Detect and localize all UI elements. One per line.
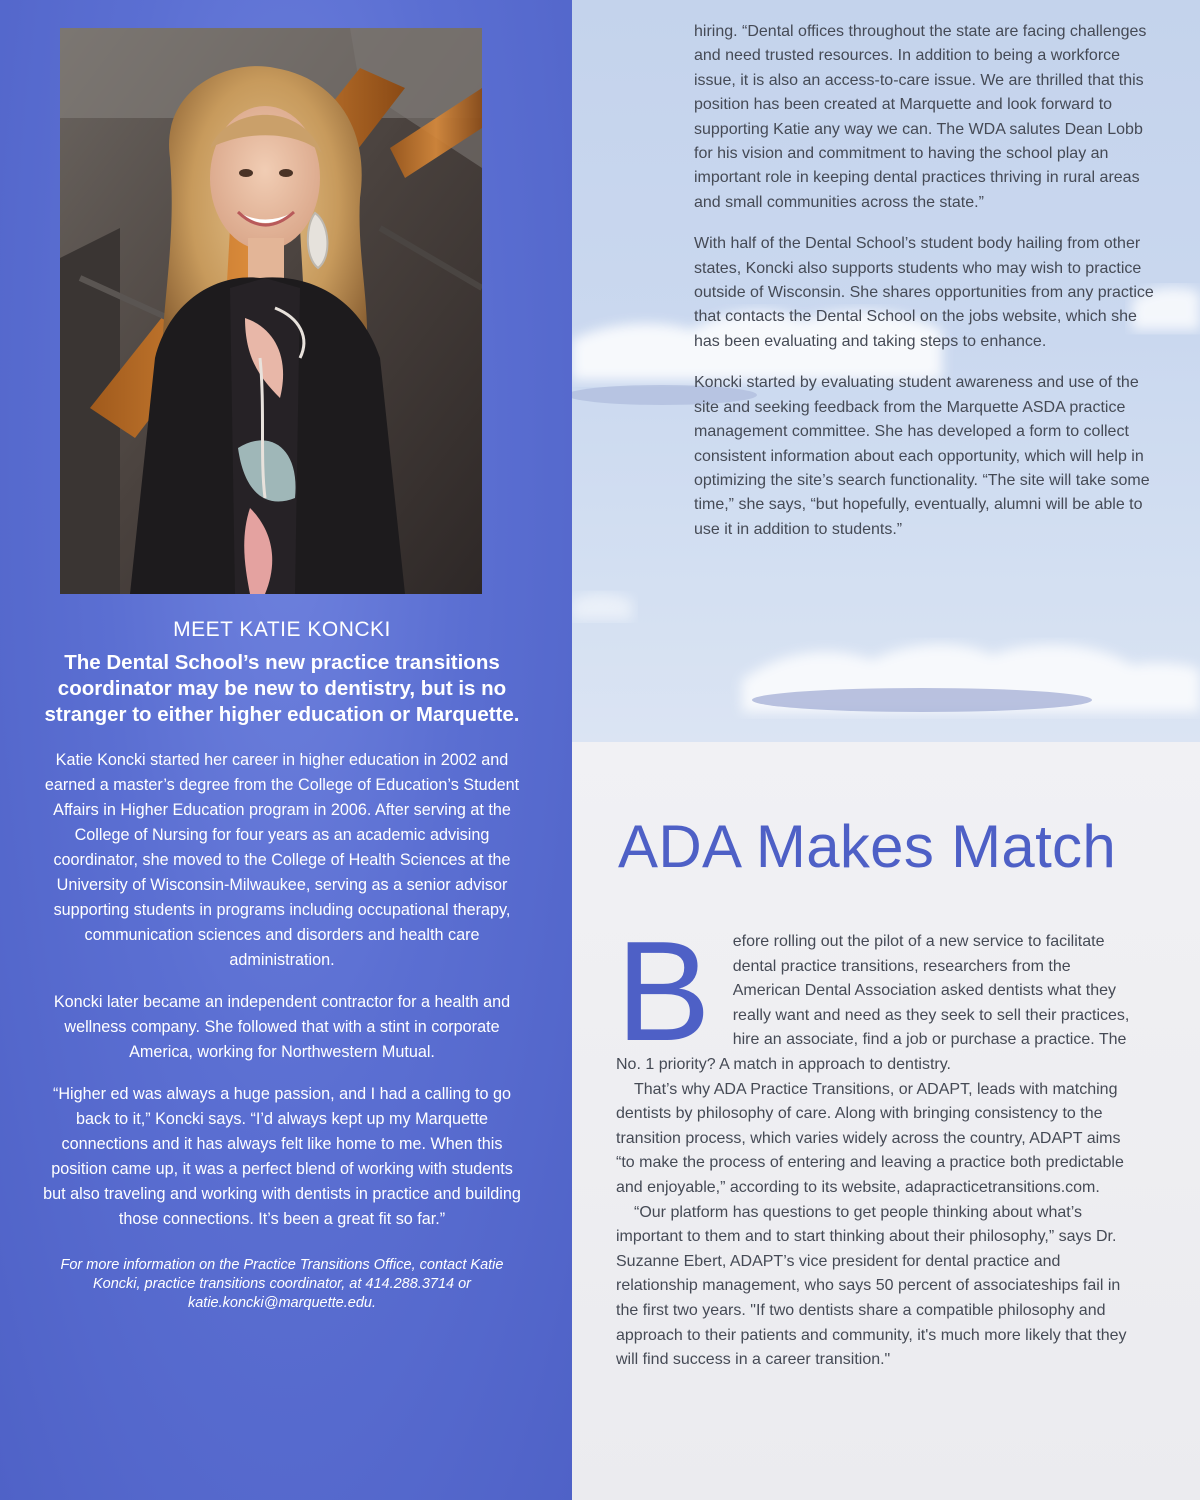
drop-cap: B (616, 912, 711, 1071)
article-headline: ADA Makes Match (618, 813, 1117, 880)
body-paragraph: Koncki started by evaluating student awareness and use of the site and seeking feedback from the Marquette ASDA practice management committee. She has developed a form to collect consistent information about each opportunity, which will help in optimizing the site’s search functionality. “The site will take some time,” she says, “but hopefully, eventually, alumni will be able to use it in addition to students.” (694, 374, 1150, 538)
sidebar-contact-info: For more information on the Practice Transitions Office, contact Katie Koncki, practice transitions coordinator, at 414.288.3714 or katie.koncki@marquette.edu. (60, 1257, 504, 1311)
continued-story-panel (572, 0, 1200, 742)
sidebar-deck: The Dental School’s new practice transitions coordinator may be new to dentistry, but is no stranger to either higher education or Marquette. (44, 651, 520, 726)
portrait-photo (60, 28, 482, 594)
continued-text (694, 20, 1164, 559)
sidebar-paragraph: Koncki later became an independent contractor for a health and wellness company. She followed that with a stint in corporate America, working for Northwestern Mutual. (53, 993, 511, 1061)
sidebar-kicker: MEET KATIE KONCKI (173, 618, 391, 641)
sidebar-paragraph: Katie Koncki started her career in higher education in 2002 and earned a master’s degree from the College of Education’s Student Affairs in Higher Education program in 2006. After serving at the College of Nursing for four years as an academic advising coordinator, she moved to the College of Health Sciences at the University of Wisconsin-Milwaukee, serving as a senior advisor supporting students in programs including occupational therapy, communication sciences and disorders and health care administration. (44, 751, 520, 969)
sidebar-text (40, 618, 524, 1313)
article-body (616, 912, 1130, 1373)
body-paragraph: hiring. “Dental offices throughout the state are facing challenges and need trusted resources. In addition to being a workforce issue, it is also an access-to-care issue. We are thrilled that this position has been created at Marquette and look forward to supporting Katie any way we can. The WDA salutes Dean Lobb for his vision and commitment to having the school play an important role in keeping dental practices thriving in rural areas and small communities across the state.” (694, 23, 1147, 211)
article-panel (572, 742, 1200, 1500)
article-paragraph: That’s why ADA Practice Transitions, or ADAPT, leads with matching dentists by philosophy of care. Along with bringing consistency to the transition process, which varies widely across the country, ADAPT aims “to make the process of entering and leaving a practice both predictable and enjoyable,” according to its website, adapracticetransitions.com. (616, 1080, 1124, 1196)
sidebar-paragraph: “Higher ed was always a huge passion, and I had a calling to go back to it,” Koncki says. “I’d always kept up my Marquette connections and it has always felt like home to me. When this position came up, it was a perfect blend of working with students but also traveling and working with dentists in practice and building those connections. It’s been a great fit so far.” (43, 1085, 521, 1228)
body-paragraph: With half of the Dental School’s student body hailing from other states, Koncki also supports students who may wish to practice outside of Wisconsin. She shares opportunities from any practice that contacts the Dental School on the jobs website, which she has been evaluating and taking steps to enhance. (694, 235, 1154, 350)
profile-sidebar (0, 0, 572, 1500)
article-first-paragraph: efore rolling out the pilot of a new service to facilitate dental practice transitions, researchers from the American Dental Association asked dentists what they really want and need as they seek to sell their practices, hire an associate, find a job or purchase a practice. The No. 1 priority? A match in approach to dentistry. (616, 933, 1130, 1073)
article-paragraph: “Our platform has questions to get people thinking about what’s important to them and to start thinking about their philosophy,” says Dr. Suzanne Ebert, ADAPT’s vice president for dental practice and relationship management, who says 50 percent of associateships fail in the first two years. "If two dentists share a compatible philosophy and approach to their patients and community, it's much more likely that they will find success in a career transition." (616, 1203, 1127, 1369)
